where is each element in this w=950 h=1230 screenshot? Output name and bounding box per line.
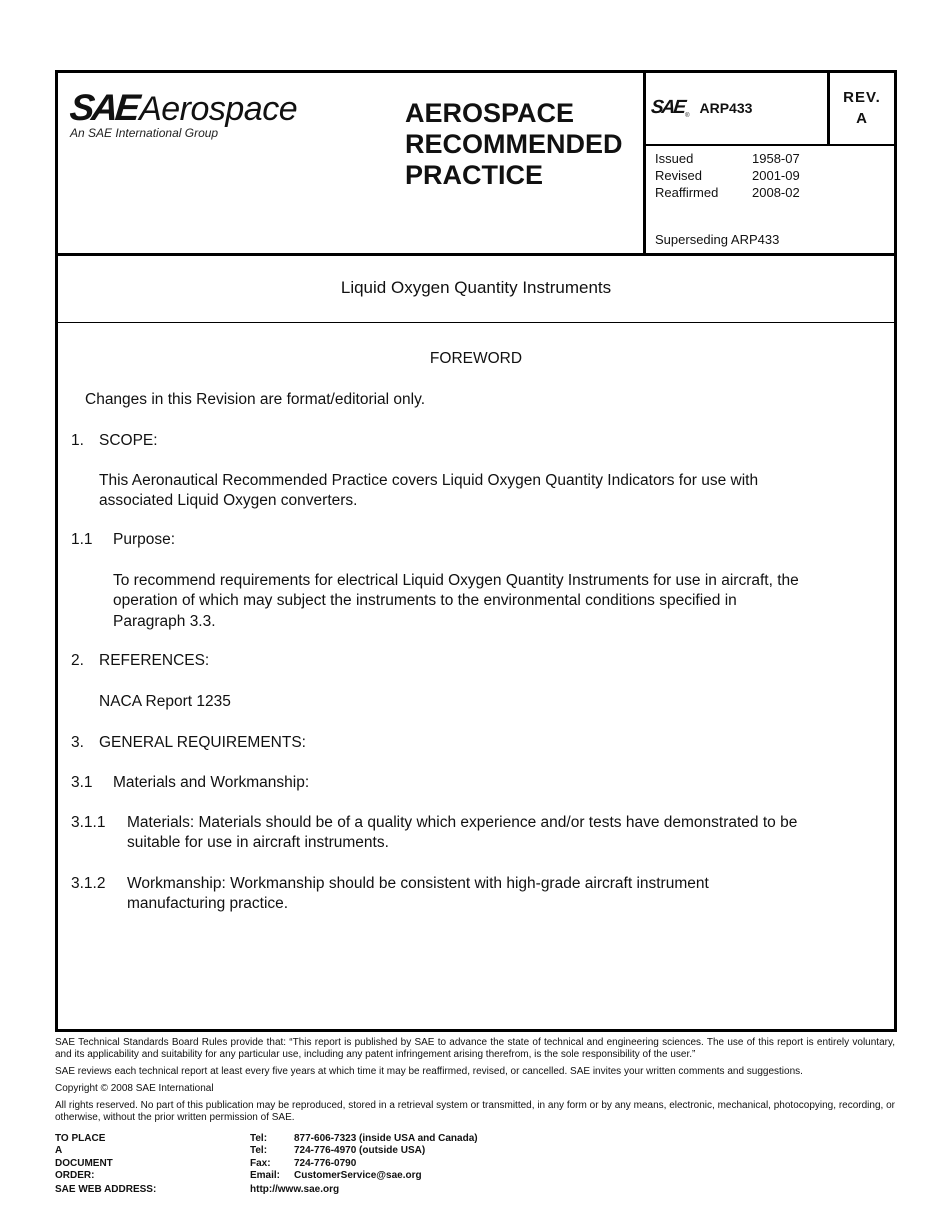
revision-label: REV.: [843, 89, 881, 106]
registered-mark: ®: [685, 113, 690, 119]
section-1-1-text-line: To recommend requirements for electrical Liquid Oxygen Quantity Instruments for use in aircraft, the: [113, 572, 799, 589]
revised-row: [655, 167, 800, 184]
contact-email[interactable]: CustomerService@sae.org: [294, 1169, 422, 1181]
rev-divider-horizontal: [644, 144, 896, 146]
section-3-1-1-text-line: Materials: Materials should be of a quality which experience and/or tests have demonstrated to be: [127, 814, 798, 831]
document-frame: [55, 70, 897, 1032]
section-1-1-text-line: Paragraph 3.3.: [113, 613, 216, 630]
doc-type-line: RECOMMENDED: [405, 129, 623, 159]
copyright-text: Copyright © 2008 SAE International: [55, 1083, 214, 1094]
issued-label: Issued: [655, 151, 694, 166]
doc-type-line: AEROSPACE: [405, 98, 575, 128]
contact-key: Tel:: [250, 1145, 268, 1157]
document-number: ARP433: [699, 100, 753, 116]
title-divider: [58, 322, 894, 323]
section-heading: GENERAL REQUIREMENTS:: [99, 734, 306, 751]
contact-value: 724-776-4970 (outside USA): [294, 1145, 426, 1157]
section-number: 3.1: [71, 774, 93, 791]
section-2-text: NACA Report 1235: [99, 693, 231, 710]
section-3-1-1-text-line: suitable for use in aircraft instruments.: [127, 834, 389, 851]
revision-value: A: [856, 110, 868, 127]
board-rules-text: SAE Technical Standards Board Rules provide that: “This report is published by SAE to advance the state of technical and engineering sciences. The use of this report is entirely voluntary, and its applicability and suitability for any particular use, including any patent infringement arising therefrom, is the sole responsibility of the user.”: [55, 1037, 895, 1060]
legal-footer: [55, 1037, 895, 1129]
order-label: TO PLACE A DOCUMENT ORDER:: [55, 1133, 113, 1181]
contact-value: 724-776-0790: [294, 1157, 357, 1169]
reaffirmed-date: 2008-02: [752, 185, 800, 200]
superseding-note: Superseding ARP433: [655, 232, 780, 247]
section-1-1-text-line: operation of which may subject the instruments to the environmental conditions specified in: [113, 592, 737, 609]
issued-date: 1958-07: [752, 151, 800, 166]
section-1-text-line: associated Liquid Oxygen converters.: [99, 492, 358, 509]
rights-text: All rights reserved. No part of this publication may be reproduced, stored in a retrieval system or transmitted, in any form or by any means, electronic, mechanical, photocopying, recording, or otherwise, without the prior written permission of SAE.: [55, 1100, 895, 1123]
section-3-1-2-text-line: Workmanship: Workmanship should be consistent with high-grade aircraft instrument: [127, 875, 709, 892]
contact-key: Tel:: [250, 1133, 268, 1144]
sae-aerospace-logo: [67, 87, 298, 140]
revised-date: 2001-09: [752, 168, 800, 183]
header-divider-vertical: [643, 73, 646, 255]
section-number: 3.: [71, 734, 84, 751]
section-heading: Purpose:: [113, 531, 176, 548]
section-heading: Materials and Workmanship:: [113, 774, 310, 791]
contact-key: Email:: [250, 1169, 281, 1181]
document-title: Liquid Oxygen Quantity Instruments: [340, 278, 612, 297]
web-address-link[interactable]: http://www.sae.org: [250, 1184, 340, 1195]
issued-row: [655, 150, 800, 167]
section-heading: REFERENCES:: [99, 652, 210, 669]
section-number: 1.: [71, 432, 84, 449]
section-number: 1.1: [71, 531, 93, 548]
document-number-block: [651, 97, 752, 119]
document-type: [405, 98, 623, 191]
logo-aerospace-text: Aerospace: [139, 90, 298, 128]
contact-value: 877-606-7323 (inside USA and Canada): [294, 1133, 478, 1144]
section-number: 2.: [71, 652, 84, 669]
section-3-1-2-text-line: manufacturing practice.: [127, 895, 289, 912]
section-heading: SCOPE:: [99, 432, 158, 449]
reaffirmed-label: Reaffirmed: [655, 185, 719, 200]
section-1-text-line: This Aeronautical Recommended Practice covers Liquid Oxygen Quantity Indicators for use with: [99, 472, 759, 489]
foreword-heading: FOREWORD: [429, 350, 523, 367]
logo-tagline: An SAE International Group: [70, 126, 219, 140]
foreword-text: Changes in this Revision are format/editorial only.: [85, 391, 426, 408]
review-notice-text: SAE reviews each technical report at least every five years at which time it may be reaffirmed, revised, or cancelled. SAE invites your written comments and suggestions.: [55, 1066, 803, 1077]
section-number: 3.1.2: [71, 875, 106, 892]
date-history: [655, 150, 800, 201]
header-divider-bottom: [58, 253, 894, 256]
section-number: 3.1.1: [71, 814, 106, 831]
contact-key: Fax:: [250, 1157, 271, 1169]
reaffirmed-row: [655, 184, 800, 201]
revision-box: [830, 87, 894, 129]
doc-type-line: PRACTICE: [405, 160, 544, 190]
sae-mark: SAE: [649, 97, 686, 118]
revised-label: Revised: [655, 168, 702, 183]
web-address-label: SAE WEB ADDRESS:: [55, 1184, 157, 1195]
logo-sae-text: SAE: [67, 87, 140, 128]
